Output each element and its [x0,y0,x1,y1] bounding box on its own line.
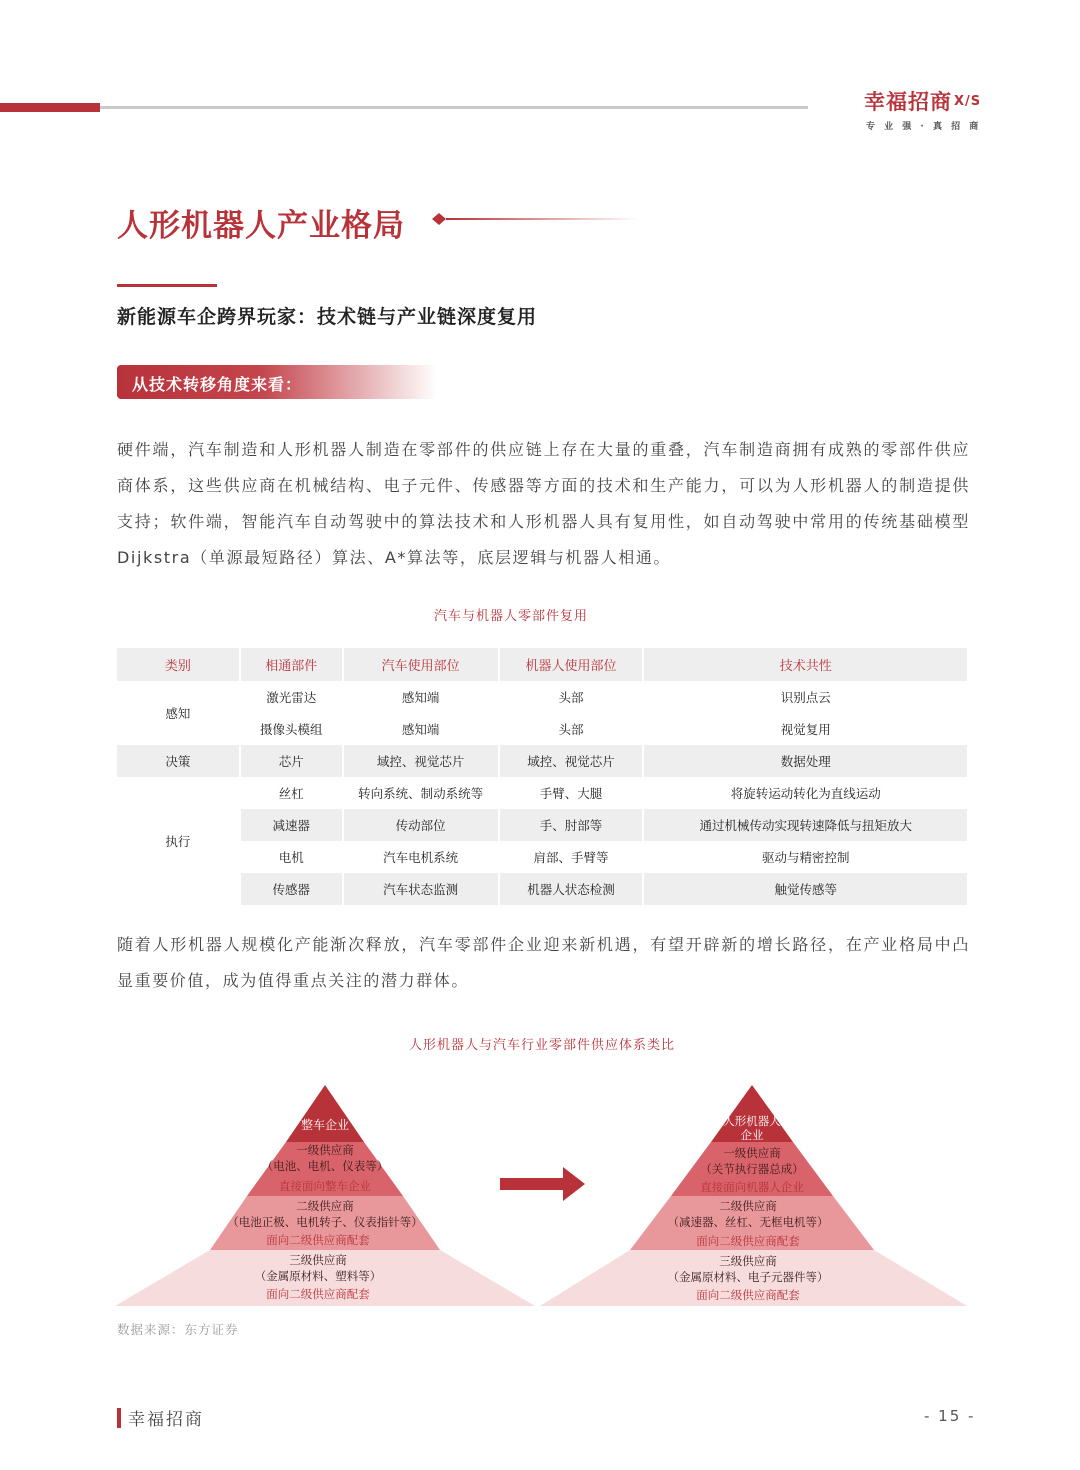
table-cell: 视觉复用 [643,713,968,745]
footer-accent-bar [117,1408,121,1428]
table-cell: 转向系统、制动系统等 [343,777,499,809]
table-cell: 丝杠 [240,777,343,809]
title-diamond-decoration [430,209,640,229]
auto-pyramid [115,1085,535,1306]
brand-slogan: 专 业 强 · 真 招 商 [866,122,982,132]
table-cell: 头部 [499,713,644,745]
pyramid-label: （电池、电机、仪表等） [261,1159,389,1173]
table-caption: 汽车与机器人零部件复用 [433,609,588,624]
table-cell: 手、肘部等 [499,809,644,841]
pyramid-label: （电池正极、电机转子、仪表指针等） [227,1215,423,1229]
page-title: 人形机器人产业格局 [117,208,405,244]
pyramid-label: 一级供应商 [723,1146,781,1160]
table-cell: 触觉传感等 [643,873,968,905]
right-arrow-icon [500,1167,585,1201]
table-row [117,873,968,905]
table-cell: 传感器 [240,873,343,905]
page-number: - 15 - [924,1407,976,1425]
table-cell: 将旋转运动转化为直线运动 [643,777,968,809]
brand-name: 幸福招商 [864,90,952,114]
table-row [117,745,968,777]
paragraph-tech-transfer: 硬件端，汽车制造和人形机器人制造在零部件的供应链上存在大量的重叠，汽车制造商拥有成熟的零部件供应商体系，这些供应商在机械结构、电子元件、传感器等方面的技术和生产能力，可以为人形机器人的制造提供支持；软件端，智能汽车自动驾驶中的算法技术和人形机器人具有复用性，如自动驾驶中常用的传统基础模型Dijkstra（单源最短路径）算法、A*算法等，底层逻辑与机器人相通。 [117,440,970,567]
brand-logo [864,86,981,116]
brand-mark: X/S [954,94,982,109]
pyramid-label: （金属原材料、塑料等） [254,1269,382,1283]
pyramid-label: 三级供应商 [719,1254,777,1268]
pyramid-label: 面向二级供应商配套 [696,1288,800,1302]
table-header: 技术共性 [643,648,968,681]
table-row [117,809,968,841]
table-cell: 减速器 [240,809,343,841]
table-cell: 通过机械传动实现转速降低与扭矩放大 [643,809,968,841]
pyramid-label: （金属原材料、电子元器件等） [667,1270,829,1284]
table-header: 相通部件 [240,648,343,681]
header-rule [100,106,808,109]
pyramid-label: 企业 [740,1128,764,1142]
table-header: 汽车使用部位 [343,648,499,681]
table-header: 类别 [117,648,240,681]
parts-reuse-table [117,648,969,905]
table-cell: 电机 [240,841,343,873]
table-group-cell: 执行 [117,777,240,905]
header-accent-bar [0,103,100,112]
table-cell: 汽车电机系统 [343,841,499,873]
table-cell: 感知端 [343,681,499,713]
topic-tag-label: 从技术转移角度来看： [132,375,303,394]
pyramid-label: 面向二级供应商配套 [266,1233,370,1247]
pyramid-label: 直接面向整车企业 [279,1179,371,1193]
table-cell: 感知端 [343,713,499,745]
pyramid-label: 三级供应商 [289,1253,347,1267]
table-cell: 头部 [499,681,644,713]
data-source-note: 数据来源：东方证券 [117,1322,239,1337]
table-cell: 驱动与精密控制 [643,841,968,873]
table-group-cell: 决策 [117,745,240,777]
pyramid-label: （关节执行器总成） [700,1162,804,1176]
table-cell: 数据处理 [643,745,968,777]
table-cell: 识别点云 [643,681,968,713]
diagram-caption: 人形机器人与汽车行业零部件供应体系类比 [408,1038,675,1053]
pyramid-label: 二级供应商 [296,1199,354,1213]
table-row [117,841,968,873]
pyramid-label: 二级供应商 [719,1199,777,1213]
subtitle-rule [117,284,217,287]
supply-chain-pyramids [0,1070,1080,1315]
topic-tag [117,365,437,399]
robot-pyramid [540,1085,967,1306]
pyramid-label: 人形机器人 [723,1114,781,1128]
pyramid-label: 面向二级供应商配套 [266,1287,370,1301]
table-cell: 域控、视觉芯片 [499,745,644,777]
footer-brand: 幸福招商 [128,1410,204,1430]
pyramid-label: 整车企业 [300,1118,350,1132]
table-header: 机器人使用部位 [499,648,644,681]
table-header-row [117,648,968,681]
paragraph-opportunity: 随着人形机器人规模化产能渐次释放，汽车零部件企业迎来新机遇，有望开辟新的增长路径，在产业格局中凸显重要价值，成为值得重点关注的潜力群体。 [117,935,970,990]
table-row [117,777,968,809]
table-cell: 激光雷达 [240,681,343,713]
section-subtitle: 新能源车企跨界玩家：技术链与产业链深度复用 [117,306,538,328]
table-row [117,681,968,713]
table-cell: 传动部位 [343,809,499,841]
table-group-cell: 感知 [117,681,240,745]
pyramid-label: 一级供应商 [296,1143,354,1157]
table-cell: 肩部、手臂等 [499,841,644,873]
table-cell: 域控、视觉芯片 [343,745,499,777]
pyramid-top-tier [286,1085,364,1142]
table-cell: 机器人状态检测 [499,873,644,905]
pyramid-label: （减速器、丝杠、无框电机等） [667,1215,829,1229]
pyramid-label: 直接面向机器人企业 [700,1180,804,1194]
table-cell: 芯片 [240,745,343,777]
table-row [117,713,968,745]
table-cell: 摄像头模组 [240,713,343,745]
table-cell: 汽车状态监测 [343,873,499,905]
pyramid-label: 面向二级供应商配套 [696,1234,800,1248]
table-cell: 手臂、大腿 [499,777,644,809]
